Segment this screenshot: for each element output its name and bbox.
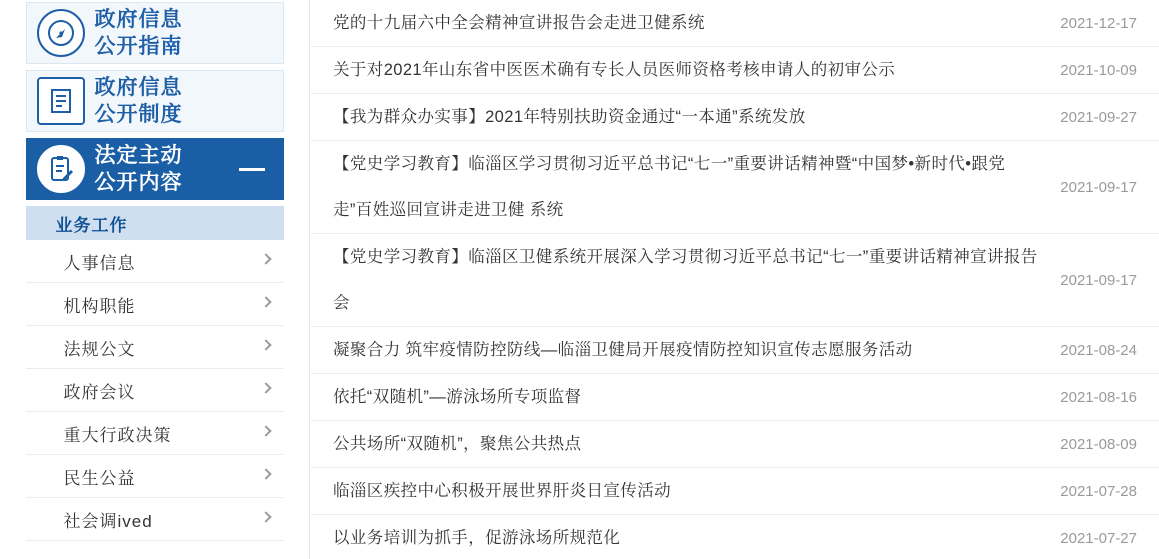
chevron-right-icon — [260, 425, 271, 436]
news-date: 2021-07-28 — [1060, 482, 1137, 500]
list-item[interactable] — [311, 374, 1159, 421]
compass-icon — [37, 9, 85, 57]
chevron-right-icon — [260, 382, 271, 393]
sidebar-card-label-line2: 公开制度 — [94, 103, 183, 126]
news-date: 2021-09-17 — [1060, 178, 1137, 196]
chevron-right-icon — [260, 511, 271, 522]
news-date: 2021-08-09 — [1060, 435, 1137, 453]
list-item[interactable] — [311, 327, 1159, 374]
sidebar-nav-list — [26, 240, 284, 541]
sidebar-item-public-welfare[interactable] — [26, 455, 284, 498]
news-date: 2021-10-09 — [1060, 61, 1137, 79]
sidebar-card-label-line1: 法定主动 — [94, 144, 183, 167]
sidebar-card-label-line2: 公开内容 — [94, 171, 183, 194]
news-list — [311, 0, 1159, 559]
list-item[interactable] — [311, 0, 1159, 47]
sidebar-item-label: 政府会议 — [63, 382, 136, 402]
news-title: 临淄区疾控中心积极开展世界肝炎日宣传活动 — [333, 482, 671, 500]
list-item[interactable] — [311, 94, 1159, 141]
clipboard-pencil-icon — [37, 145, 85, 193]
sidebar-card-label-line2: 公开指南 — [94, 35, 183, 58]
chevron-right-icon — [260, 253, 271, 264]
news-title: 以业务培训为抓手，促游泳场所规范化 — [333, 529, 621, 547]
news-date: 2021-12-17 — [1060, 14, 1137, 32]
list-item[interactable] — [311, 468, 1159, 515]
sidebar-item-institutional-functions[interactable] — [26, 283, 284, 326]
sidebar-subheader-business-work[interactable]: 业务工作 — [26, 206, 284, 240]
sidebar — [0, 0, 310, 559]
news-title: 【党史学习教育】临淄区学习贯彻习近平总书记“七一”重要讲话精神暨“中国梦•新时代•跟党走”百姓巡回宣讲走进卫健 系统 — [333, 155, 1006, 219]
news-title: 【党史学习教育】临淄区卫健系统开展深入学习贯彻习近平总书记“七一”重要讲话精神宣讲报告会 — [333, 248, 1038, 312]
sidebar-card-label — [95, 74, 183, 128]
news-title: 公共场所“双随机”，聚焦公共热点 — [333, 435, 582, 453]
sidebar-item-major-admin-decisions[interactable] — [26, 412, 284, 455]
list-item[interactable] — [311, 141, 1159, 234]
sidebar-card-label-line1: 政府信息 — [94, 8, 183, 31]
sidebar-item-label: 重大行政决策 — [63, 425, 172, 445]
news-date: 2021-07-27 — [1060, 529, 1137, 547]
sidebar-item-label: 机构职能 — [63, 296, 136, 316]
news-title: 凝聚合力 筑牢疫情防控防线—临淄卫健局开展疫情防控知识宣传志愿服务活动 — [333, 341, 913, 359]
chevron-right-icon — [260, 296, 271, 307]
news-title: 党的十九届六中全会精神宣讲报告会走进卫健系统 — [333, 14, 705, 32]
sidebar-item-government-meetings[interactable] — [26, 369, 284, 412]
sidebar-card-label — [95, 142, 183, 196]
list-item[interactable] — [311, 47, 1159, 94]
news-date: 2021-08-24 — [1060, 341, 1137, 359]
list-item[interactable] — [311, 421, 1159, 468]
chevron-right-icon — [260, 339, 271, 350]
news-title: 依托“双随机”—游泳场所专项监督 — [333, 388, 582, 406]
sidebar-item-label: 民生公益 — [63, 468, 136, 488]
sidebar-item-partial[interactable] — [26, 498, 284, 541]
collapse-minus-icon[interactable] — [239, 168, 265, 171]
sidebar-item-label: 社会调ived — [63, 511, 153, 531]
sidebar-card-government-info-system[interactable] — [26, 70, 284, 132]
list-item[interactable] — [311, 234, 1159, 327]
sidebar-item-label: 人事信息 — [63, 253, 136, 273]
news-title: 关于对2021年山东省中医医术确有专长人员医师资格考核申请人的初审公示 — [333, 61, 896, 79]
list-item[interactable] — [311, 515, 1159, 559]
sidebar-item-laws-documents[interactable] — [26, 326, 284, 369]
news-date: 2021-09-17 — [1060, 271, 1137, 289]
document-lines-icon — [37, 77, 85, 125]
news-date: 2021-08-16 — [1060, 388, 1137, 406]
news-title: 【我为群众办实事】2021年特别扶助资金通过“一本通”系统发放 — [333, 108, 806, 126]
sidebar-card-label — [95, 6, 183, 60]
sidebar-card-label-line1: 政府信息 — [94, 76, 183, 99]
sidebar-card-government-info-guide[interactable] — [26, 2, 284, 64]
chevron-right-icon — [260, 468, 271, 479]
sidebar-item-label: 法规公文 — [63, 339, 136, 359]
sidebar-item-personnel-info[interactable] — [26, 240, 284, 283]
sidebar-card-statutory-disclosure-content[interactable] — [26, 138, 284, 200]
news-date: 2021-09-27 — [1060, 108, 1137, 126]
